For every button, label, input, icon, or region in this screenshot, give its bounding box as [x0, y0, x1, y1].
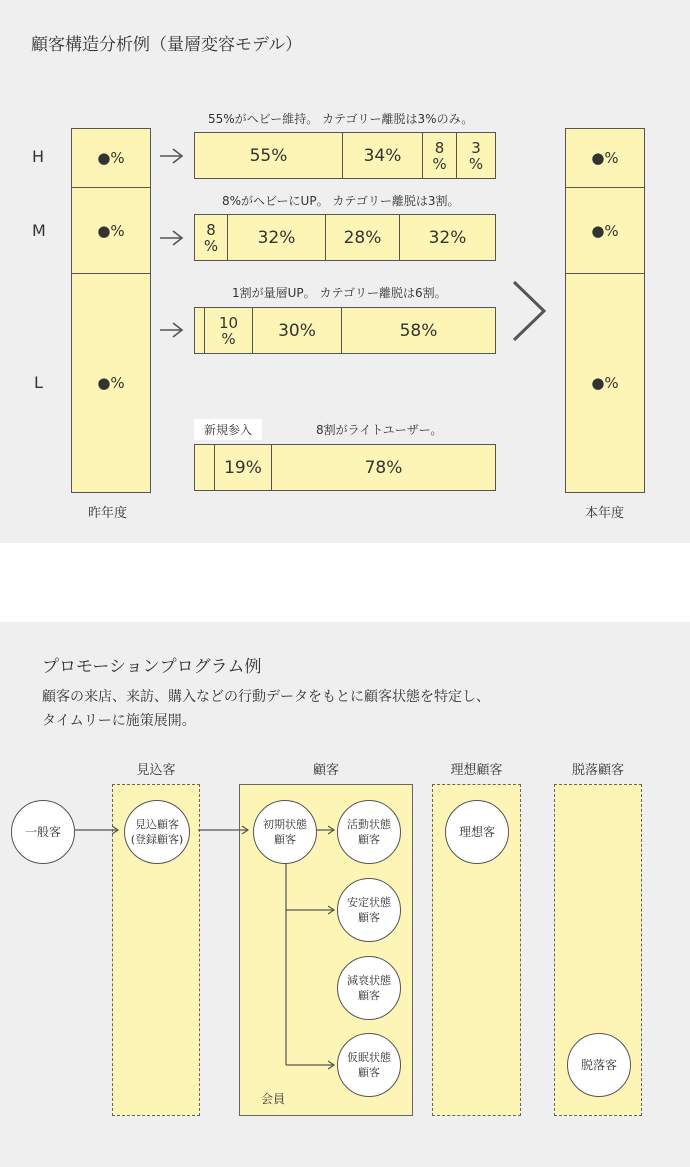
node-ideal-customer: 理想客 — [445, 800, 509, 864]
bar-l-caption: 1割が量層UP。 カテゴリー離脱は6割。 — [232, 286, 447, 300]
bar-new-caption: 8割がライトユーザー。 — [316, 423, 443, 437]
description-line-2: タイムリーに施策展開。 — [42, 713, 196, 729]
bar-m-seg: 8 % — [195, 215, 228, 260]
bar-new-seg: 19% — [215, 445, 272, 490]
zone-label-customer: 顧客 — [312, 763, 339, 778]
bar-new-seg: 78% — [364, 457, 403, 478]
node-active-state: 活動状態 顧客 — [337, 800, 401, 864]
node-lapsed-customer: 脱落客 — [567, 1033, 631, 1097]
bar-h-seg: 8 % — [423, 133, 457, 178]
node-stable-state: 安定状態 顧客 — [337, 878, 401, 942]
node-dormant-state: 仮眠状態 顧客 — [337, 1033, 401, 1097]
curr-year-label: 本年度 — [585, 506, 625, 521]
new-entry-tag: 新規参入 — [194, 419, 262, 440]
description-line-1: 顧客の来店、来訪、購入などの行動データをもとに顧客状態を特定し、 — [42, 689, 490, 705]
prev-l-cell: ●% — [97, 374, 125, 392]
bar-l — [194, 307, 496, 354]
curr-year-column — [565, 128, 645, 493]
bar-new — [194, 444, 496, 491]
bar-l-seg: 30% — [253, 308, 342, 353]
row-label-l: L — [34, 373, 43, 392]
bar-h — [194, 132, 496, 179]
curr-h-cell: ●% — [566, 129, 644, 188]
node-initial-state: 初期状態 顧客 — [253, 800, 317, 864]
bar-new-seg — [195, 445, 215, 490]
bar-h-seg: 55% — [195, 133, 343, 178]
bar-m-seg: 32% — [428, 227, 467, 248]
prev-h-cell: ●% — [72, 129, 150, 188]
zone-label-ideal: 理想顧客 — [450, 763, 503, 778]
bar-m-seg: 28% — [326, 215, 400, 260]
row-label-h: H — [32, 147, 45, 166]
bar-l-seg — [195, 308, 205, 353]
bar-m-seg: 32% — [228, 215, 326, 260]
row-label-m: M — [32, 221, 46, 240]
curr-l-cell: ●% — [591, 374, 619, 392]
bar-m — [194, 214, 496, 261]
bar-h-caption: 55%がヘビー維持。 カテゴリー離脱は3%のみ。 — [208, 112, 474, 126]
node-general-customer: 一般客 — [11, 800, 75, 864]
prev-year-label: 昨年度 — [88, 506, 128, 521]
customer-structure-panel — [0, 0, 690, 543]
promotion-program-panel — [0, 622, 690, 1167]
bar-l-seg: 10 % — [205, 308, 253, 353]
member-label: 会員 — [261, 1092, 286, 1106]
zone-label-prospect: 見込客 — [136, 763, 176, 778]
panel-title: 顧客構造分析例（量層変容モデル） — [31, 35, 303, 55]
prev-m-cell: ●% — [72, 188, 150, 274]
curr-m-cell: ●% — [566, 188, 644, 274]
arrow-m-icon — [158, 228, 186, 248]
panel-title: プロモーションプログラム例 — [42, 657, 262, 677]
bar-l-seg: 58% — [399, 320, 438, 341]
bar-h-seg: 34% — [343, 133, 423, 178]
big-chevron-icon — [508, 278, 550, 344]
node-prospect-customer: 見込顧客 (登録顧客) — [124, 800, 190, 864]
arrow-h-icon — [158, 146, 186, 166]
bar-m-caption: 8%がヘビーにUP。 カテゴリー離脱は3割。 — [222, 194, 460, 208]
prev-year-column — [71, 128, 151, 493]
bar-h-seg: 3 % — [468, 138, 484, 173]
zone-label-lapsed: 脱落顧客 — [571, 763, 624, 778]
arrow-l-icon — [158, 320, 186, 340]
node-declining-state: 減衰状態 顧客 — [337, 956, 401, 1020]
